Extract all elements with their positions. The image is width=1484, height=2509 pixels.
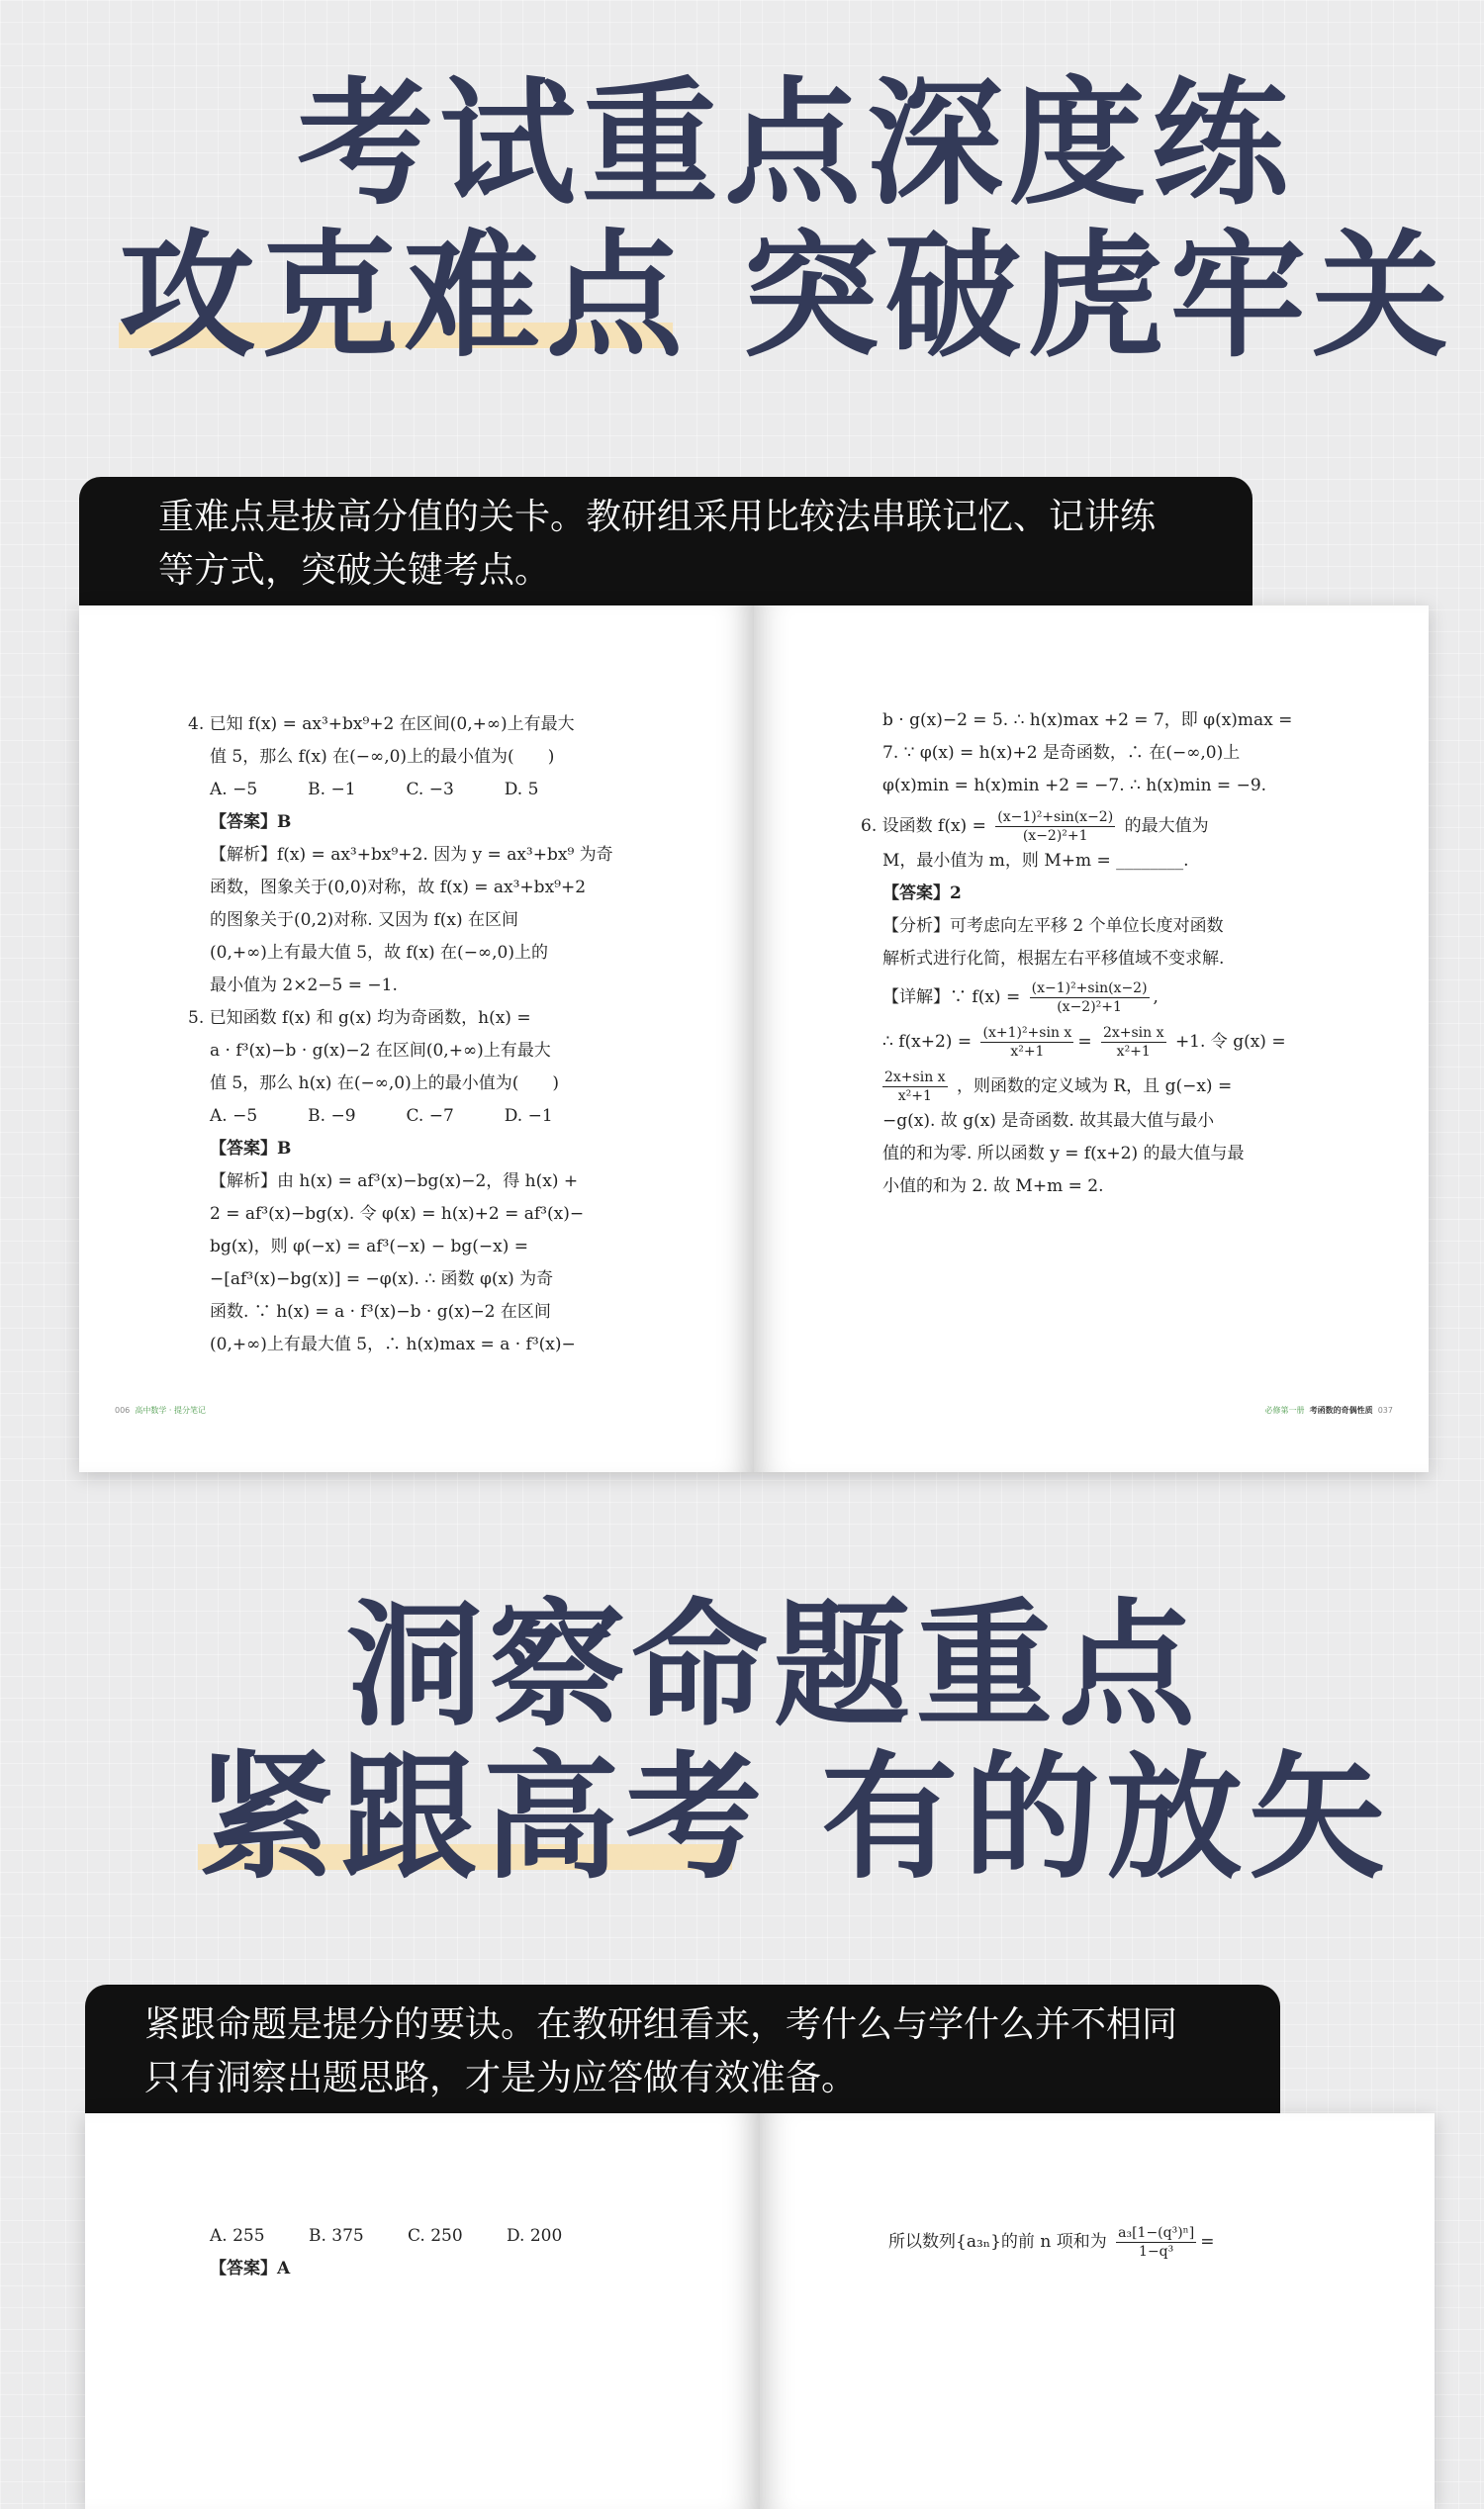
intro-banner-1 xyxy=(79,477,1252,617)
banner-2-line-2: 只有洞察出题思路，才是为应答做有效准备。 xyxy=(144,2058,858,2098)
book-2-left-text: A. 255 B. 375 C. 250 D. 200 【答案】A xyxy=(210,2226,563,2278)
left-page-number: 006 xyxy=(115,1406,131,1415)
left-page-footer xyxy=(115,1394,206,1427)
left-page-footer-title: 高中数学 · 提分笔记 xyxy=(135,1406,207,1415)
book-2-right-page xyxy=(760,2113,1435,2509)
banner-1-line-2: 等方式，突破关键考点。 xyxy=(158,550,551,591)
headline-1-line-1: 考试重点深度练 xyxy=(297,64,1295,224)
detail-fraction: $\frac{\text{(x−1)²+sin(x−2)}}{\text{(x−2)²+1}}$ xyxy=(1031,980,1148,1015)
fx2-fraction-2: $\frac{\text{2x+sin x}}{\text{x²+1}}$ xyxy=(1102,1025,1164,1060)
intro-banner-2 xyxy=(85,1985,1280,2125)
right-page-footer xyxy=(1265,1394,1393,1427)
headline-1-line-2: 攻克难点 突破虎牢关 xyxy=(119,217,1455,376)
right-page-text: b · g(x)−2 = 5. ∴ h(x)max +2 = 7，即 φ(x)max = 7. ∵ φ(x) = h(x)+2 是奇函数，∴ 在(−∞,0)上 φ(x)min = h(x)min +2 = −7. ∴ h(x)min = −9. 6. 设函数 f(x) = $\frac{\text{(x−1)²+sin(x−2)}}{\text{(x−2)²+1}}$ 的最大值为 M，最小值为 m，则 M+m = ________. 【答案】2 【分析】可考虑向左平移 2 个单位长度对函数 解析式进行化简，根据左右平移值域不变求解. 【详解】∵ f(x) = $\frac{\text{(x−1)²+sin(x−2)}}{\text{(x−2)²+1}}$ , ∴ f(x+2) = $\frac{\text{(x+1)²+sin x}}{\text{x²+1}}$ = $\frac{\text{2x+sin x}}{\text{x²+1}}$ +1. 令 g(x) = $\frac{\text{2x+sin x}}{\text{x²+1}}$ ，则函数的定义域为 R，且 g(−x) = −g(x). 故 g(x) 是奇函数. 故其最大值与最小 值的和为零. 所以函数 y = f(x+2) 的最大值与最 小值的和为 2. 故 M+m = 2. xyxy=(861,710,1293,1196)
book-2-left-page xyxy=(85,2113,760,2509)
open-book-2 xyxy=(85,2113,1435,2509)
q6-fraction: $\frac{\text{(x−1)²+sin(x−2)}}{\text{(x−2)²+1}}$ xyxy=(997,809,1114,844)
right-page-number: 037 xyxy=(1377,1406,1393,1415)
right-page-footer-title: 考函数的奇偶性质 xyxy=(1309,1406,1373,1415)
left-page-text: 4. 已知 f(x) = ax³+bx⁹+2 在区间(0,+∞)上有最大 值 5，那么 f(x) 在(−∞,0)上的最小值为( ) A. −5 B. −1 C. −3 D. 5 【答案】B 【解析】f(x) = ax³+bx⁹+2. 因为 y = ax³+bx⁹ 为奇 函数，图象关于(0,0)对称，故 f(x) = ax³+bx⁹+2 的图象关于(0,2)对称. 又因为 f(x) 在区间 (0,+∞)上有最大值 5，故 f(x) 在(−∞,0)上的 最小值为 2×2−5 = −1. 5. 已知函数 f(x) 和 g(x) 均为奇函数，h(x) = a · f³(x)−b · g(x)−2 在区间(0,+∞)上有最大 值 5，那么 h(x) 在(−∞,0)上的最小值为( ) A. −5 B. −9 C. −7 D. −1 【答案】B 【解析】由 h(x) = af³(x)−bg(x)−2，得 h(x) + 2 = af³(x)−bg(x). 令 φ(x) = h(x)+2 = af³(x)− bg(x)，则 φ(−x) = af³(−x) − bg(−x) = −[af³(x)−bg(x)] = −φ(x). ∴ 函数 φ(x) 为奇 函数. ∵ h(x) = a · f³(x)−b · g(x)−2 在区间 (0,+∞)上有最大值 5，∴ h(x)max = a · f³(x)− xyxy=(188,714,613,1354)
book-1-right-page xyxy=(754,605,1429,1472)
headline-2-line-2: 紧跟高考 有的放矢 xyxy=(198,1738,1392,1898)
headline-2 xyxy=(0,1587,1484,1898)
gx-fraction: $\frac{\text{2x+sin x}}{\text{x²+1}}$ xyxy=(884,1069,946,1104)
sum-fraction: $\frac{\text{a₃[1−(q³)ⁿ]}}{\text{1−q³}}$ xyxy=(1118,2225,1195,2260)
fx2-fraction-1: $\frac{\text{(x+1)²+sin x}}{\text{x²+1}}$ xyxy=(982,1025,1072,1060)
book-1-left-page xyxy=(79,605,754,1472)
open-book-1 xyxy=(79,605,1429,1472)
headline-2-line-1: 洞察命题重点 xyxy=(346,1586,1202,1745)
book-2-right-text: 所以数列{a₃ₙ}的前 n 项和为 $\frac{\text{a₃[1−(q³)ⁿ]}}{\text{1−q³}}$ = xyxy=(888,2225,1215,2260)
banner-1-line-1: 重难点是拔高分值的关卡。教研组采用比较法串联记忆、记讲练 xyxy=(158,497,1157,537)
right-page-footer-chapter: 必修第一册 xyxy=(1264,1406,1305,1415)
headline-1 xyxy=(0,65,1484,376)
banner-2-line-1: 紧跟命题是提分的要诀。在教研组看来，考什么与学什么并不相同 xyxy=(144,2004,1178,2045)
